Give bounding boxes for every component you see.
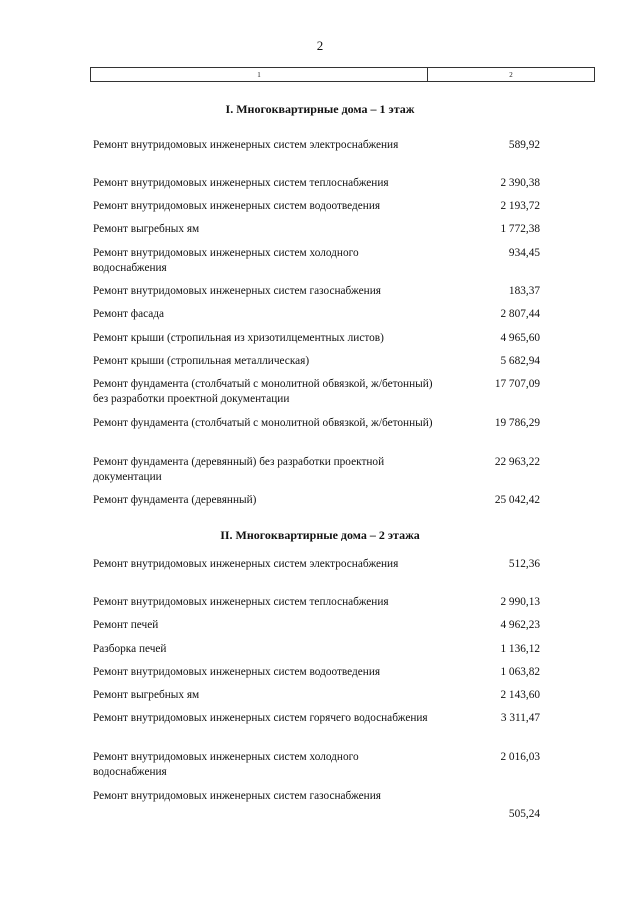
row-value: 17 707,09: [494, 378, 540, 390]
row-name: Ремонт внутридомовых инженерных систем газоснабжения: [93, 285, 381, 297]
row-value: 2 143,60: [500, 689, 540, 701]
page-number: 2: [316, 38, 324, 53]
table-row: [93, 557, 540, 572]
row-name: Ремонт печей: [93, 619, 159, 631]
row-name: Ремонт крыши (стропильная металлическая): [93, 355, 310, 367]
row-name: Ремонт выгребных ям: [93, 223, 200, 235]
table-row: [93, 307, 540, 322]
table-row: [93, 284, 540, 299]
row-name: Ремонт внутридомовых инженерных систем электроснабжения: [93, 558, 399, 570]
table-row: [93, 642, 540, 657]
table-row: [93, 688, 540, 703]
table-row: [93, 222, 540, 237]
table-row: [93, 176, 540, 191]
row-name: Ремонт внутридомовых инженерных систем теплоснабжения: [93, 596, 389, 608]
table-row: [93, 246, 540, 275]
table-row: [93, 354, 540, 369]
table-row: [93, 618, 540, 633]
row-name: Ремонт фундамента (деревянный) без разработки проектной документации: [93, 456, 385, 483]
row-name: Ремонт внутридомовых инженерных систем горячего водоснабжения: [93, 712, 428, 724]
row-name: Ремонт фундамента (столбчатый с монолитной обвязкой, ж/бетонный) без разработки проектной документации: [93, 378, 433, 405]
row-name: Ремонт фундамента (столбчатый с монолитной обвязкой, ж/бетонный): [93, 417, 433, 429]
row-name: Ремонт выгребных ям: [93, 689, 200, 701]
row-value: 1 772,38: [500, 223, 540, 235]
row-value: 3 311,47: [500, 712, 540, 724]
row-name: Ремонт внутридомовых инженерных систем газоснабжения: [93, 790, 381, 802]
row-value: 2 807,44: [500, 308, 540, 320]
row-value: 19 786,29: [494, 417, 540, 429]
row-value: 505,24: [508, 808, 540, 820]
section-title-2: II. Многоквартирные дома – 2 этажа: [220, 528, 420, 542]
column-header-2: 2: [509, 70, 513, 79]
row-name: Ремонт внутридомовых инженерных систем холодного водоснабжения: [93, 247, 359, 274]
table-row: [93, 789, 540, 820]
row-name: Ремонт фундамента (деревянный): [93, 494, 257, 506]
row-value: 512,36: [508, 558, 540, 570]
table-row: [93, 377, 540, 406]
row-value: 1 136,12: [500, 643, 540, 655]
table-row: [93, 595, 540, 610]
table-row: [93, 665, 540, 680]
table-row: [93, 750, 540, 779]
row-name: Разборка печей: [93, 643, 167, 655]
row-value: 22 963,22: [494, 456, 540, 468]
row-name: Ремонт внутридомовых инженерных систем водоотведения: [93, 200, 381, 212]
table-row: [93, 416, 540, 431]
table-row: [93, 331, 540, 346]
table-row: [93, 711, 540, 726]
row-value: 4 965,60: [500, 332, 540, 344]
row-value: 4 962,23: [500, 619, 540, 631]
row-value: 589,92: [508, 139, 540, 151]
row-value: 183,37: [508, 285, 540, 297]
column-header-table: [90, 67, 595, 82]
row-value: 934,45: [508, 247, 540, 259]
table-row: [93, 493, 540, 508]
row-value: 2 193,72: [500, 200, 540, 212]
table-row: [93, 455, 540, 484]
row-name: Ремонт внутридомовых инженерных систем водоотведения: [93, 666, 381, 678]
row-value: 1 063,82: [500, 666, 540, 678]
row-value: 25 042,42: [494, 494, 540, 506]
row-name: Ремонт фасада: [93, 308, 165, 320]
row-value: 2 390,38: [500, 177, 540, 189]
row-value: 2 016,03: [500, 751, 540, 763]
row-name: Ремонт внутридомовых инженерных систем теплоснабжения: [93, 177, 389, 189]
row-name: Ремонт внутридомовых инженерных систем электроснабжения: [93, 139, 399, 151]
table-row: [93, 199, 540, 214]
table-row: [93, 138, 540, 153]
row-value: 2 990,13: [500, 596, 540, 608]
row-value: 5 682,94: [500, 355, 540, 367]
row-name: Ремонт крыши (стропильная из хризотилцементных листов): [93, 332, 384, 344]
section-title-1: I. Многоквартирные дома – 1 этаж: [225, 102, 415, 116]
row-name: Ремонт внутридомовых инженерных систем холодного водоснабжения: [93, 751, 359, 778]
column-header-1: 1: [91, 68, 428, 81]
